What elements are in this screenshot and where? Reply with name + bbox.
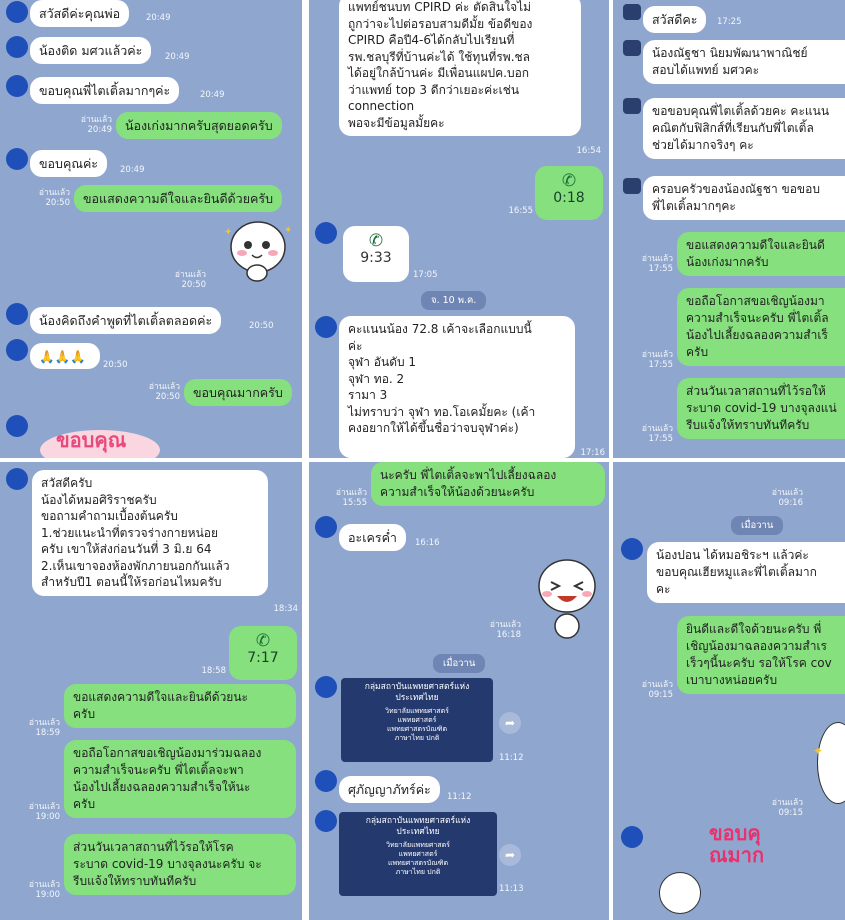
phone-icon: ✆: [368, 231, 384, 251]
timestamp: 16:55: [508, 206, 533, 216]
chat-panel-1[interactable]: [0, 0, 302, 458]
message-bubble: สวัสดีค่ะคุณพ่อ: [30, 0, 129, 27]
timestamp: 11:12: [499, 753, 524, 763]
laughing-sticker: [529, 554, 605, 640]
message-bubble-sent: ขอถือโอกาสขอเชิญน้องมาร่วมฉลอง ความสำเร็จนะครับ พี่ไตเติ้ลจะพา น้องไปเลี้ยงฉลองความสำเร็จให้นะ ครับ: [64, 740, 296, 818]
timestamp: 16:16: [415, 538, 440, 548]
timestamp: 11:12: [447, 792, 472, 802]
chat-panel-2[interactable]: [309, 0, 609, 458]
contact-avatar[interactable]: [315, 810, 337, 832]
message-bubble: น้องปอน ได้หมอชิระฯ แล้วค่ะ ขอบคุณเฮียหมูและพี่ไตเติ้ลมาก คะ: [647, 542, 845, 603]
call-bubble-sent[interactable]: ✆ 7:17: [229, 626, 297, 680]
contact-avatar[interactable]: [315, 316, 337, 338]
read-receipt: อ่านแล้ว 19:00: [28, 802, 60, 822]
message-bubble-sent: ยินดีและดีใจด้วยนะครับ พี่ เชิญน้องมาฉลองความสำเร เร็วๆนี้นะครับ รอให้โรค cov เบาบางหน่อยครับ: [677, 616, 845, 694]
timestamp: 20:49: [120, 165, 145, 175]
chat-panel-3[interactable]: [613, 0, 845, 458]
svg-text:✦: ✦: [284, 225, 293, 236]
contact-avatar[interactable]: [621, 826, 643, 848]
message-bubble: คะแนนน้อง 72.8 เค้าจะเลือกแบบนี้ ค่ะ จุฬา อันดับ 1 จุฬา ทอ. 2 รามา 3 ไม่ทราบว่า จุฬา ทอ.โอเคมั้ยคะ (เค้า คงอยากให้ได้ขึ้นชื่อว่าจบจุฬาค่ะ): [339, 316, 575, 458]
message-bubble: แพทย์ชนบท CPIRD ค่ะ ตัดสินใจไม่ ถูกว่าจะไปต่อรอบสามดีมั้ย ข้อดีของ CPIRD คือปี4-6ได้กลับไปเรียนที่ รพ.ชลบุรีที่บ้านค่ะได้ ใช้ทุนที่รพ.ชล ได้อยู่ใกล้บ้านค่ะ มีเพื่อนแผปค.บอก ว่าแพทย์ top 3 ดีกว่าเยอะค่ะเช่น connection พอจะมีข้อมูลมั้ยคะ: [339, 0, 581, 136]
read-receipt: อ่านแล้ว 18:59: [28, 718, 60, 738]
date-separator: เมื่อวาน: [731, 516, 783, 535]
message-bubble-sent: ส่วนวันเวลาสถานที่ไว้รอให้ ระบาด covid-19 บางจุลงแน่ รีบแจ้งให้ทราบทันทีครับ: [677, 378, 845, 439]
message-bubble-sent: ขอแสดงความดีใจและยินดีด้วยครับ: [74, 185, 282, 212]
message-bubble: ขอขอบคุณพี่ไตเติ้ลด้วยคะ คะแนน คณิตกับฟิสิกส์ที่เรียนกับพี่ไตเติ้ล ช่วยได้มากจริงๆ คะ: [643, 98, 845, 159]
chat-panel-4[interactable]: [0, 462, 302, 920]
contact-avatar[interactable]: [6, 339, 28, 361]
contact-avatar[interactable]: [6, 415, 28, 437]
chat-panel-6[interactable]: [613, 462, 845, 920]
read-receipt: อ่านแล้ว 15:55: [335, 488, 367, 508]
read-receipt: อ่านแล้ว 09:16: [771, 488, 803, 508]
sticker: ✦: [813, 702, 845, 812]
thank-you-sticker: ขอบคุณมาก: [653, 822, 783, 920]
contact-avatar[interactable]: [6, 148, 28, 170]
message-bubble: สวัสดีครับ น้องได้หมอศิริราชครับ ขอถามคำถามเบื้องต้นครับ 1.ช่วยแนะนำที่ตรวจร่างกายหน่อย ครับ เขาให้ส่งก่อนวันที่ 3 มิ.ย 64 2.เห็นเขาจองห้องพักภายนอกกันแล้ว สำหรับปี1 ตอนนี้ให้รอก่อนไหมครับ: [32, 470, 268, 596]
contact-avatar[interactable]: [6, 303, 28, 325]
read-receipt: อ่านแล้ว 16:18: [489, 620, 521, 640]
timestamp: 17:16: [580, 448, 605, 458]
read-receipt: อ่านแล้ว 09:15: [771, 798, 803, 818]
message-bubble: ศุภัญญาภัทร์ค่ะ: [339, 776, 440, 803]
message-bubble-sent: น้องเก่งมากครับสุดยอดครับ: [116, 112, 282, 139]
share-icon[interactable]: ➦: [499, 712, 521, 734]
timestamp: 18:34: [273, 604, 298, 614]
happy-sticker: [218, 215, 296, 287]
contact-avatar[interactable]: [623, 4, 641, 20]
read-receipt: อ่านแล้ว 20:50: [38, 188, 70, 208]
contact-avatar[interactable]: [6, 1, 28, 23]
timestamp: 17:05: [413, 270, 438, 280]
chat-panel-5[interactable]: [309, 462, 609, 920]
svg-text:✦: ✦: [224, 227, 233, 238]
timestamp: 11:13: [499, 884, 524, 894]
message-bubble-sent: ขอถือโอกาสขอเชิญน้องมา ความสำเร็จนะครับ พี่ไตเติ้ล น้องไปเลี้ยงฉลองความสำเร็ ครับ: [677, 288, 845, 366]
timestamp: 17:25: [717, 17, 742, 27]
timestamp: 16:54: [576, 146, 601, 156]
read-receipt: อ่านแล้ว 20:50: [148, 382, 180, 402]
read-receipt: อ่านแล้ว 17:55: [641, 424, 673, 444]
read-receipt: อ่านแล้ว 09:15: [641, 680, 673, 700]
shared-link-card[interactable]: กลุ่มสถาบันแพทยศาสตร์แห่ง ประเทศไทย วิทยาลัยแพทยศาสตร์ แพทยศาสตร์ แพทยศาสตรบัณฑิต ภาษาไทย ปกติ: [341, 678, 493, 762]
contact-avatar[interactable]: [6, 468, 28, 490]
contact-avatar[interactable]: [623, 40, 641, 56]
shared-link-card[interactable]: กลุ่มสถาบันแพทยศาสตร์แห่ง ประเทศไทย วิทยาลัยแพทยศาสตร์ แพทยศาสตร์ แพทยศาสตรบัณฑิต ภาษาไทย ปกติ: [339, 812, 497, 896]
phone-icon: ✆: [561, 171, 577, 191]
contact-avatar[interactable]: [623, 178, 641, 194]
share-icon[interactable]: ➦: [499, 844, 521, 866]
contact-avatar[interactable]: [6, 36, 28, 58]
message-bubble-sent: ส่วนวันเวลาสถานที่ไว้รอให้โรค ระบาด covid-19 บางจุลงนะครับ จะ รีบแจ้งให้ทราบทันทีครับ: [64, 834, 296, 895]
message-bubble: ขอบคุณพี่ไตเติ้ลมากๆค่ะ: [30, 77, 179, 104]
timestamp: 20:49: [146, 13, 171, 23]
contact-avatar[interactable]: [315, 516, 337, 538]
message-bubble-sent: ขอแสดงความดีใจและยินดี น้องเก่งมากครับ: [677, 232, 845, 276]
date-separator: จ. 10 พ.ค.: [421, 291, 486, 310]
contact-avatar[interactable]: [315, 770, 337, 792]
message-bubble: ครอบครัวของน้องณัฐชา ขอขอบ พี่ไตเติ้ลมากๆคะ: [643, 176, 845, 220]
message-bubble: น้องติด มศวแล้วค่ะ: [30, 37, 151, 64]
timestamp: 20:49: [165, 52, 190, 62]
message-bubble: 🙏🙏🙏: [30, 343, 100, 369]
read-receipt: อ่านแล้ว 20:50: [174, 270, 206, 290]
call-bubble[interactable]: ✆ 9:33: [343, 226, 409, 282]
timestamp: 20:50: [103, 360, 128, 370]
message-bubble: น้องณัฐชา นิยมพัฒนาพาณิชย์ สอบได้แพทย์ มศวคะ: [643, 40, 845, 84]
read-receipt: อ่านแล้ว 20:49: [80, 115, 112, 135]
read-receipt: อ่านแล้ว 17:55: [641, 254, 673, 274]
contact-avatar[interactable]: [315, 222, 337, 244]
message-bubble-sent: นะครับ พี่ไตเติ้ลจะพาไปเลี้ยงฉลอง ความสำเร็จให้น้องด้วยนะครับ: [371, 462, 605, 506]
contact-avatar[interactable]: [315, 676, 337, 698]
read-receipt: อ่านแล้ว 19:00: [28, 880, 60, 900]
timestamp: 18:58: [201, 666, 226, 676]
message-bubble: ขอบคุณค่ะ: [30, 150, 107, 177]
message-bubble: อะเครค่ำ: [339, 524, 406, 551]
phone-icon: ✆: [255, 631, 271, 651]
thank-you-sticker: ขอบคุณ: [40, 418, 160, 458]
read-receipt: อ่านแล้ว 17:55: [641, 350, 673, 370]
timestamp: 20:50: [249, 321, 274, 331]
message-bubble-sent: ขอแสดงความดีใจและยินดีด้วยนะ ครับ: [64, 684, 296, 728]
timestamp: 20:49: [200, 90, 225, 100]
contact-avatar[interactable]: [623, 98, 641, 114]
call-bubble-sent[interactable]: ✆ 0:18: [535, 166, 603, 220]
date-separator: เมื่อวาน: [433, 654, 485, 673]
message-bubble: สวัสดีคะ: [643, 6, 706, 33]
message-bubble: น้องคิดถึงคำพูดที่ไตเติ้ลตลอดค่ะ: [30, 307, 221, 334]
contact-avatar[interactable]: [6, 75, 28, 97]
contact-avatar[interactable]: [621, 538, 643, 560]
message-bubble-sent: ขอบคุณมากครับ: [184, 379, 292, 406]
